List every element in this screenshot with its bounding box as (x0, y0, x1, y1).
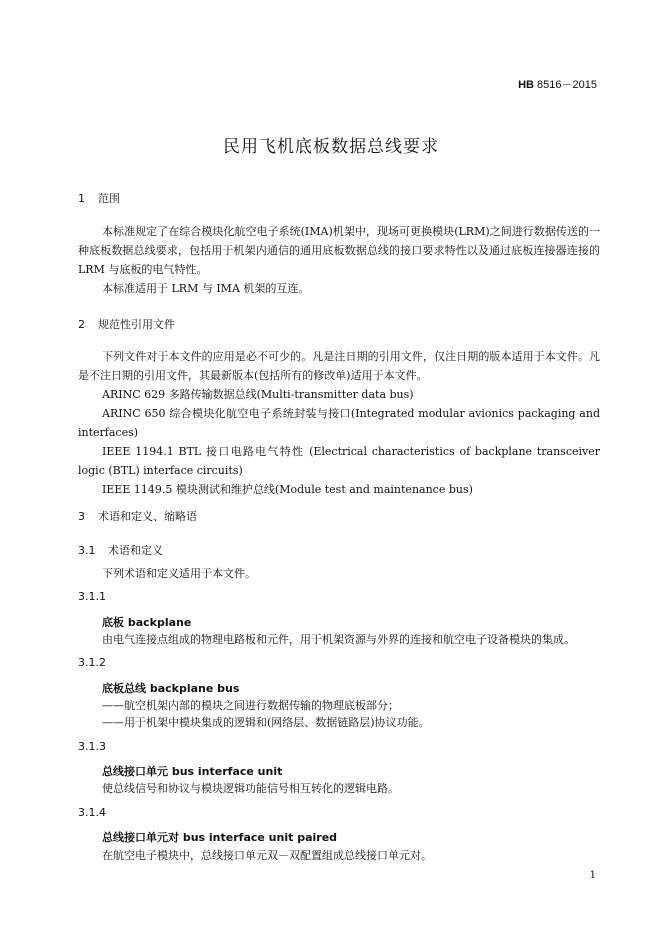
clause-3-1-3-number: 3.1.3 (78, 740, 106, 753)
page-number: 1 (589, 870, 596, 881)
term-backplane-bus: 底板总线 backplane bus (102, 682, 240, 695)
section-3-1-heading: 3.1 术语和定义 (78, 544, 163, 557)
reference-arinc-629: ARINC 629 多路传输数据总线(Multi-transmitter data bus) (102, 388, 414, 401)
clause-3-1-2-number: 3.1.2 (78, 656, 106, 669)
section-1-heading: 1 范围 (78, 192, 120, 205)
definition-bus-interface-unit: 使总线信号和协议与模块逻辑功能信号相互转化的逻辑电路。 (102, 782, 399, 795)
reference-ieee-1149: IEEE 1149.5 模块测试和维护总线(Module test and maintenance bus) (102, 483, 473, 496)
reference-arinc-650: ARINC 650 综合模块化航空电子系统封装与接口(Integrated modular avionics packaging and interfaces) (78, 407, 600, 439)
section-2-heading: 2 规范性引用文件 (78, 318, 175, 331)
definition-backplane: 由电气连接点组成的物理电路板和元件，用于机架资源与外界的连接和航空电子设备模块的集成。 (102, 633, 575, 646)
term-bus-interface-unit: 总线接口单元 bus interface unit (102, 765, 283, 778)
standard-code: HB 8516－2015 (518, 79, 597, 91)
definition-bus-interface-unit-paired: 在航空电子模块中，总线接口单元双－双配置组成总线接口单元对。 (102, 849, 432, 862)
definition-backplane-bus-2: ——用于机架中模块集成的逻辑和(网络层、数据链路层)协议功能。 (102, 716, 430, 729)
clause-3-1-1-number: 3.1.1 (78, 590, 106, 603)
reference-ieee-1194: IEEE 1194.1 BTL 接口电路电气特性 (Electrical characteristics of backplane transceiver logic (BTL) interface circuits) (78, 445, 600, 477)
document-title: 民用飞机底板数据总线要求 (223, 137, 439, 157)
section-3-heading: 3 术语和定义、缩略语 (78, 510, 197, 523)
definition-backplane-bus-1: ——航空机架内部的模块之间进行数据传输的物理底板部分； (102, 699, 399, 712)
term-bus-interface-unit-paired: 总线接口单元对 bus interface unit paired (102, 831, 338, 844)
section-1-body (78, 222, 600, 298)
term-backplane: 底板 backplane (102, 616, 192, 629)
scope-paragraph-2: 本标准适用于 LRM 与 IMA 机架的互连。 (102, 282, 310, 295)
section-2-body (78, 347, 600, 499)
section-3-1-intro: 下列术语和定义适用于本文件。 (102, 567, 256, 580)
normative-intro: 下列文件对于本文件的应用是必不可少的。凡是注日期的引用文件，仅注日期的版本适用于本文件。凡是不注日期的引用文件，其最新版本(包括所有的修改单)适用于本文件。 (78, 350, 600, 382)
scope-paragraph-1: 本标准规定了在综合模块化航空电子系统(IMA)机架中，现场可更换模块(LRM)之间进行数据传送的一种底板数据总线要求，包括用于机架内通信的通用底板数据总线的接口要求特性以及通过底板连接器连接的 LRM 与底板的电气特性。 (78, 225, 600, 276)
clause-3-1-4-number: 3.1.4 (78, 806, 106, 819)
